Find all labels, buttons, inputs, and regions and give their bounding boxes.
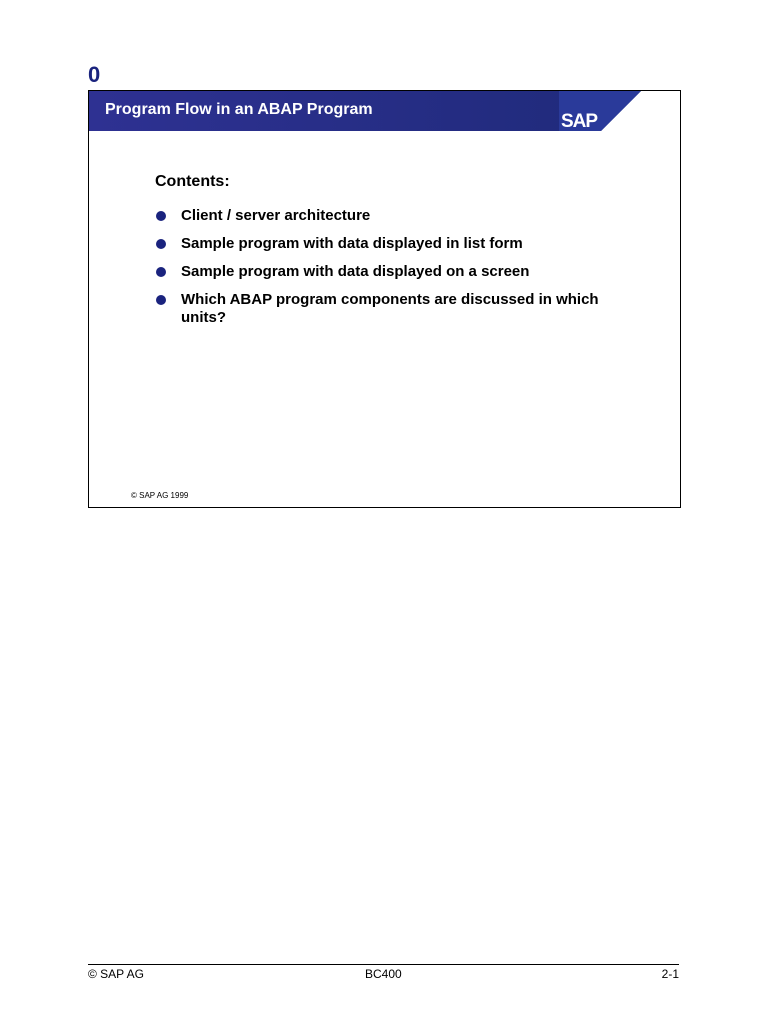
sap-logo-text: SAP <box>561 111 598 131</box>
contents-heading: Contents: <box>155 173 230 190</box>
list-item <box>155 207 605 225</box>
footer-copyright: © SAP AG <box>88 967 144 981</box>
bullet-icon <box>156 295 166 305</box>
slide-header <box>89 91 680 131</box>
slide-title: Program Flow in an ABAP Program <box>105 101 373 118</box>
bullet-icon <box>156 211 166 221</box>
footer-page-number: 2-1 <box>661 967 679 981</box>
list-item <box>155 235 605 253</box>
list-item <box>155 263 605 281</box>
sap-logo <box>559 91 641 131</box>
list-item-text: Which ABAP program components are discussed in which units? <box>181 291 599 326</box>
list-item-text: Client / server architecture <box>181 207 371 224</box>
slide-frame <box>88 90 681 508</box>
bullet-icon <box>156 239 166 249</box>
footer-divider <box>88 964 679 965</box>
list-item-text: Sample program with data displayed in list form <box>181 235 523 252</box>
page-number: 0 <box>88 62 101 87</box>
bullet-icon <box>156 267 166 277</box>
list-item-text: Sample program with data displayed on a screen <box>181 263 530 280</box>
footer-course-code: BC400 <box>365 967 402 981</box>
contents-list <box>155 207 605 337</box>
slide-copyright: © SAP AG 1999 <box>131 491 189 500</box>
list-item <box>155 291 605 327</box>
